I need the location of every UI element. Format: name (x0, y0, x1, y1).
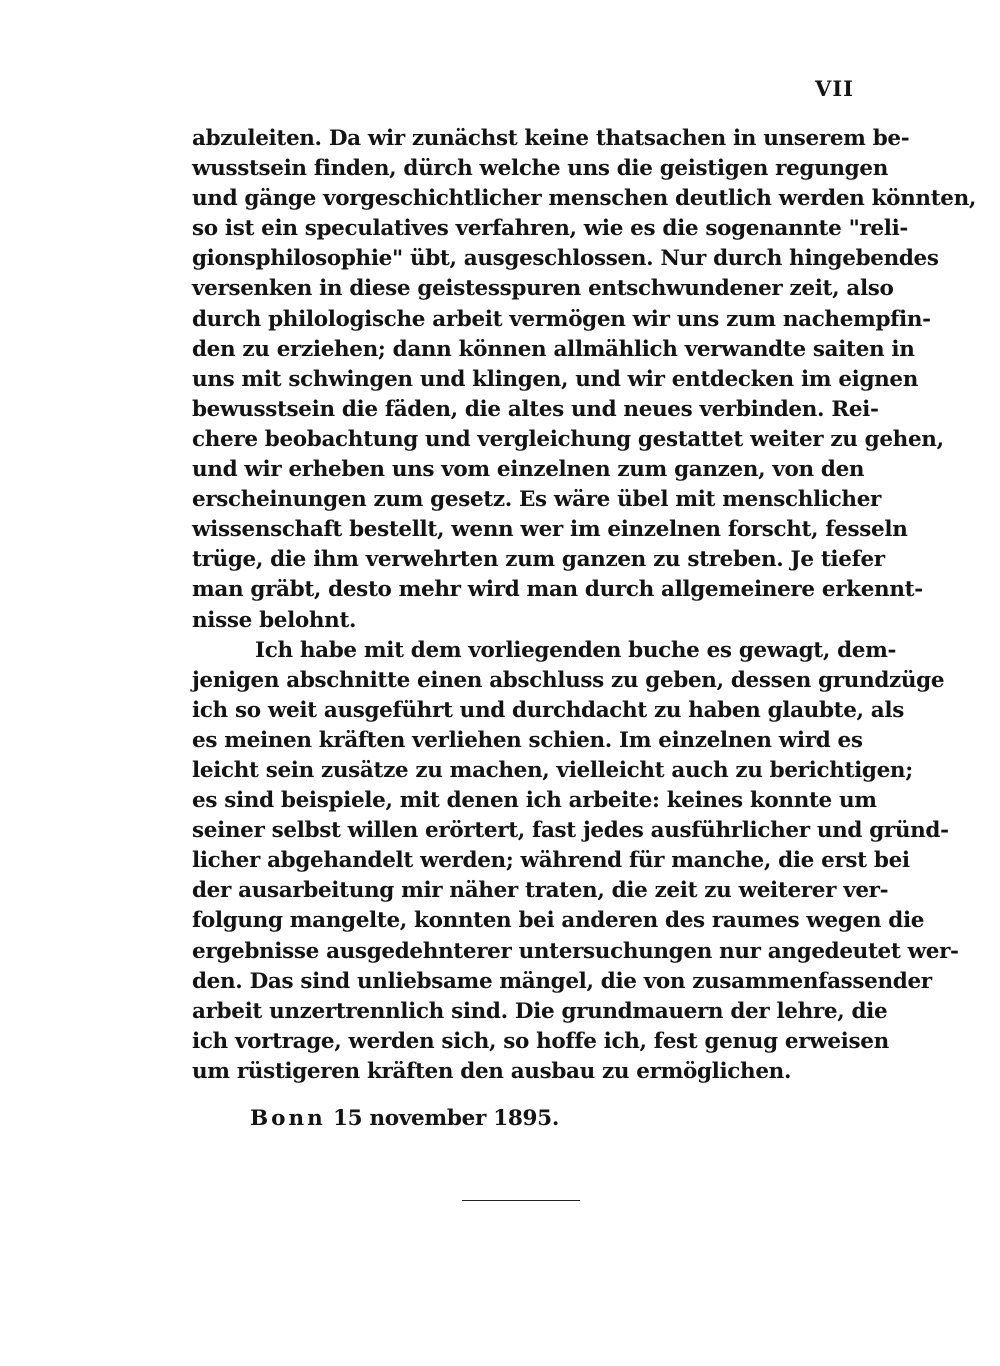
text-line: ich so weit ausgeführt und durchdacht zu haben glaubte, als (192, 697, 904, 723)
text-line: jenigen abschnitte einen abschluss zu geben, dessen grundzüge (192, 667, 945, 693)
text-line: ich vortrage, werden sich, so hoffe ich, fest genug erweisen (192, 1028, 889, 1054)
text-line: versenken in diese geistesspuren entschwundener zeit, also (192, 276, 894, 302)
text-line: seiner selbst willen erörtert, fast jedes ausführlicher und gründ- (192, 818, 949, 844)
text-line: Ich habe mit dem vorliegenden buche es gewagt, dem- (255, 637, 897, 663)
text-line: licher abgehandelt werden; während für manche, die erst bei (192, 848, 910, 874)
text-line: den zu erziehen; dann können allmählich verwandte saiten in (192, 336, 915, 362)
text-line: folgung mangelte, konnten bei anderen des raumes wegen die (192, 908, 925, 934)
text-line: abzuleiten. Da wir zunächst keine thatsachen in unserem be- (192, 126, 910, 151)
closing-rule (462, 1200, 580, 1201)
text-line: nisse belohnt. (192, 607, 357, 633)
text-line: es sind beispiele, mit denen ich arbeite: keines konnte um (192, 788, 877, 814)
text-line: so ist ein speculatives verfahren, wie es die sogenannte "reli- (192, 216, 908, 242)
text-line: wissenschaft bestellt, wenn wer im einzelnen forscht, fesseln (192, 517, 908, 543)
text-line: durch philologische arbeit vermögen wir uns zum nachempfin- (192, 306, 931, 332)
body-text (192, 124, 977, 1087)
text-line: es meinen kräften verliehen schien. Im einzelnen wird es (192, 727, 863, 753)
signature-line (250, 1106, 559, 1131)
text-line: man gräbt, desto mehr wird man durch allgemeinere erkennt- (192, 577, 923, 603)
text-line: erscheinungen zum gesetz. Es wäre übel mit menschlicher (192, 487, 882, 513)
text-line: um rüstigeren kräften den ausbau zu ermöglichen. (192, 1058, 792, 1084)
text-line: bewusstsein die fäden, die altes und neues verbinden. Rei- (192, 396, 879, 422)
text-line: gionsphilosophie" übt, ausgeschlossen. Nur durch hingebendes (192, 246, 939, 272)
text-line: uns mit schwingen und klingen, und wir entdecken im eignen (192, 366, 919, 392)
text-line: und wir erheben uns vom einzelnen zum ganzen, von den (192, 457, 865, 483)
page-number: VII (815, 76, 854, 101)
text-line: der ausarbeitung mir näher traten, die zeit zu weiterer ver- (192, 878, 889, 904)
text-line: wusstsein finden, dürch welche uns die geistigen regungen (192, 156, 888, 182)
text-line: chere beobachtung und vergleichung gestattet weiter zu gehen, (192, 426, 944, 452)
text-line: den. Das sind unliebsame mängel, die von zusammenfassender (192, 968, 932, 994)
text-line: und gänge vorgeschichtlicher menschen deutlich werden könnten, (192, 186, 977, 212)
signature-date: 15 november 1895. (332, 1106, 560, 1131)
text-line: trüge, die ihm verwehrten zum ganzen zu streben. Je tiefer (192, 547, 885, 573)
text-line: leicht sein zusätze zu machen, vielleicht auch zu berichtigen; (192, 757, 913, 783)
signature-place: Bonn (250, 1106, 326, 1131)
text-line: arbeit unzertrennlich sind. Die grundmauern der lehre, die (192, 998, 888, 1024)
text-line: ergebnisse ausgedehnterer untersuchungen nur angedeutet wer- (192, 938, 959, 964)
